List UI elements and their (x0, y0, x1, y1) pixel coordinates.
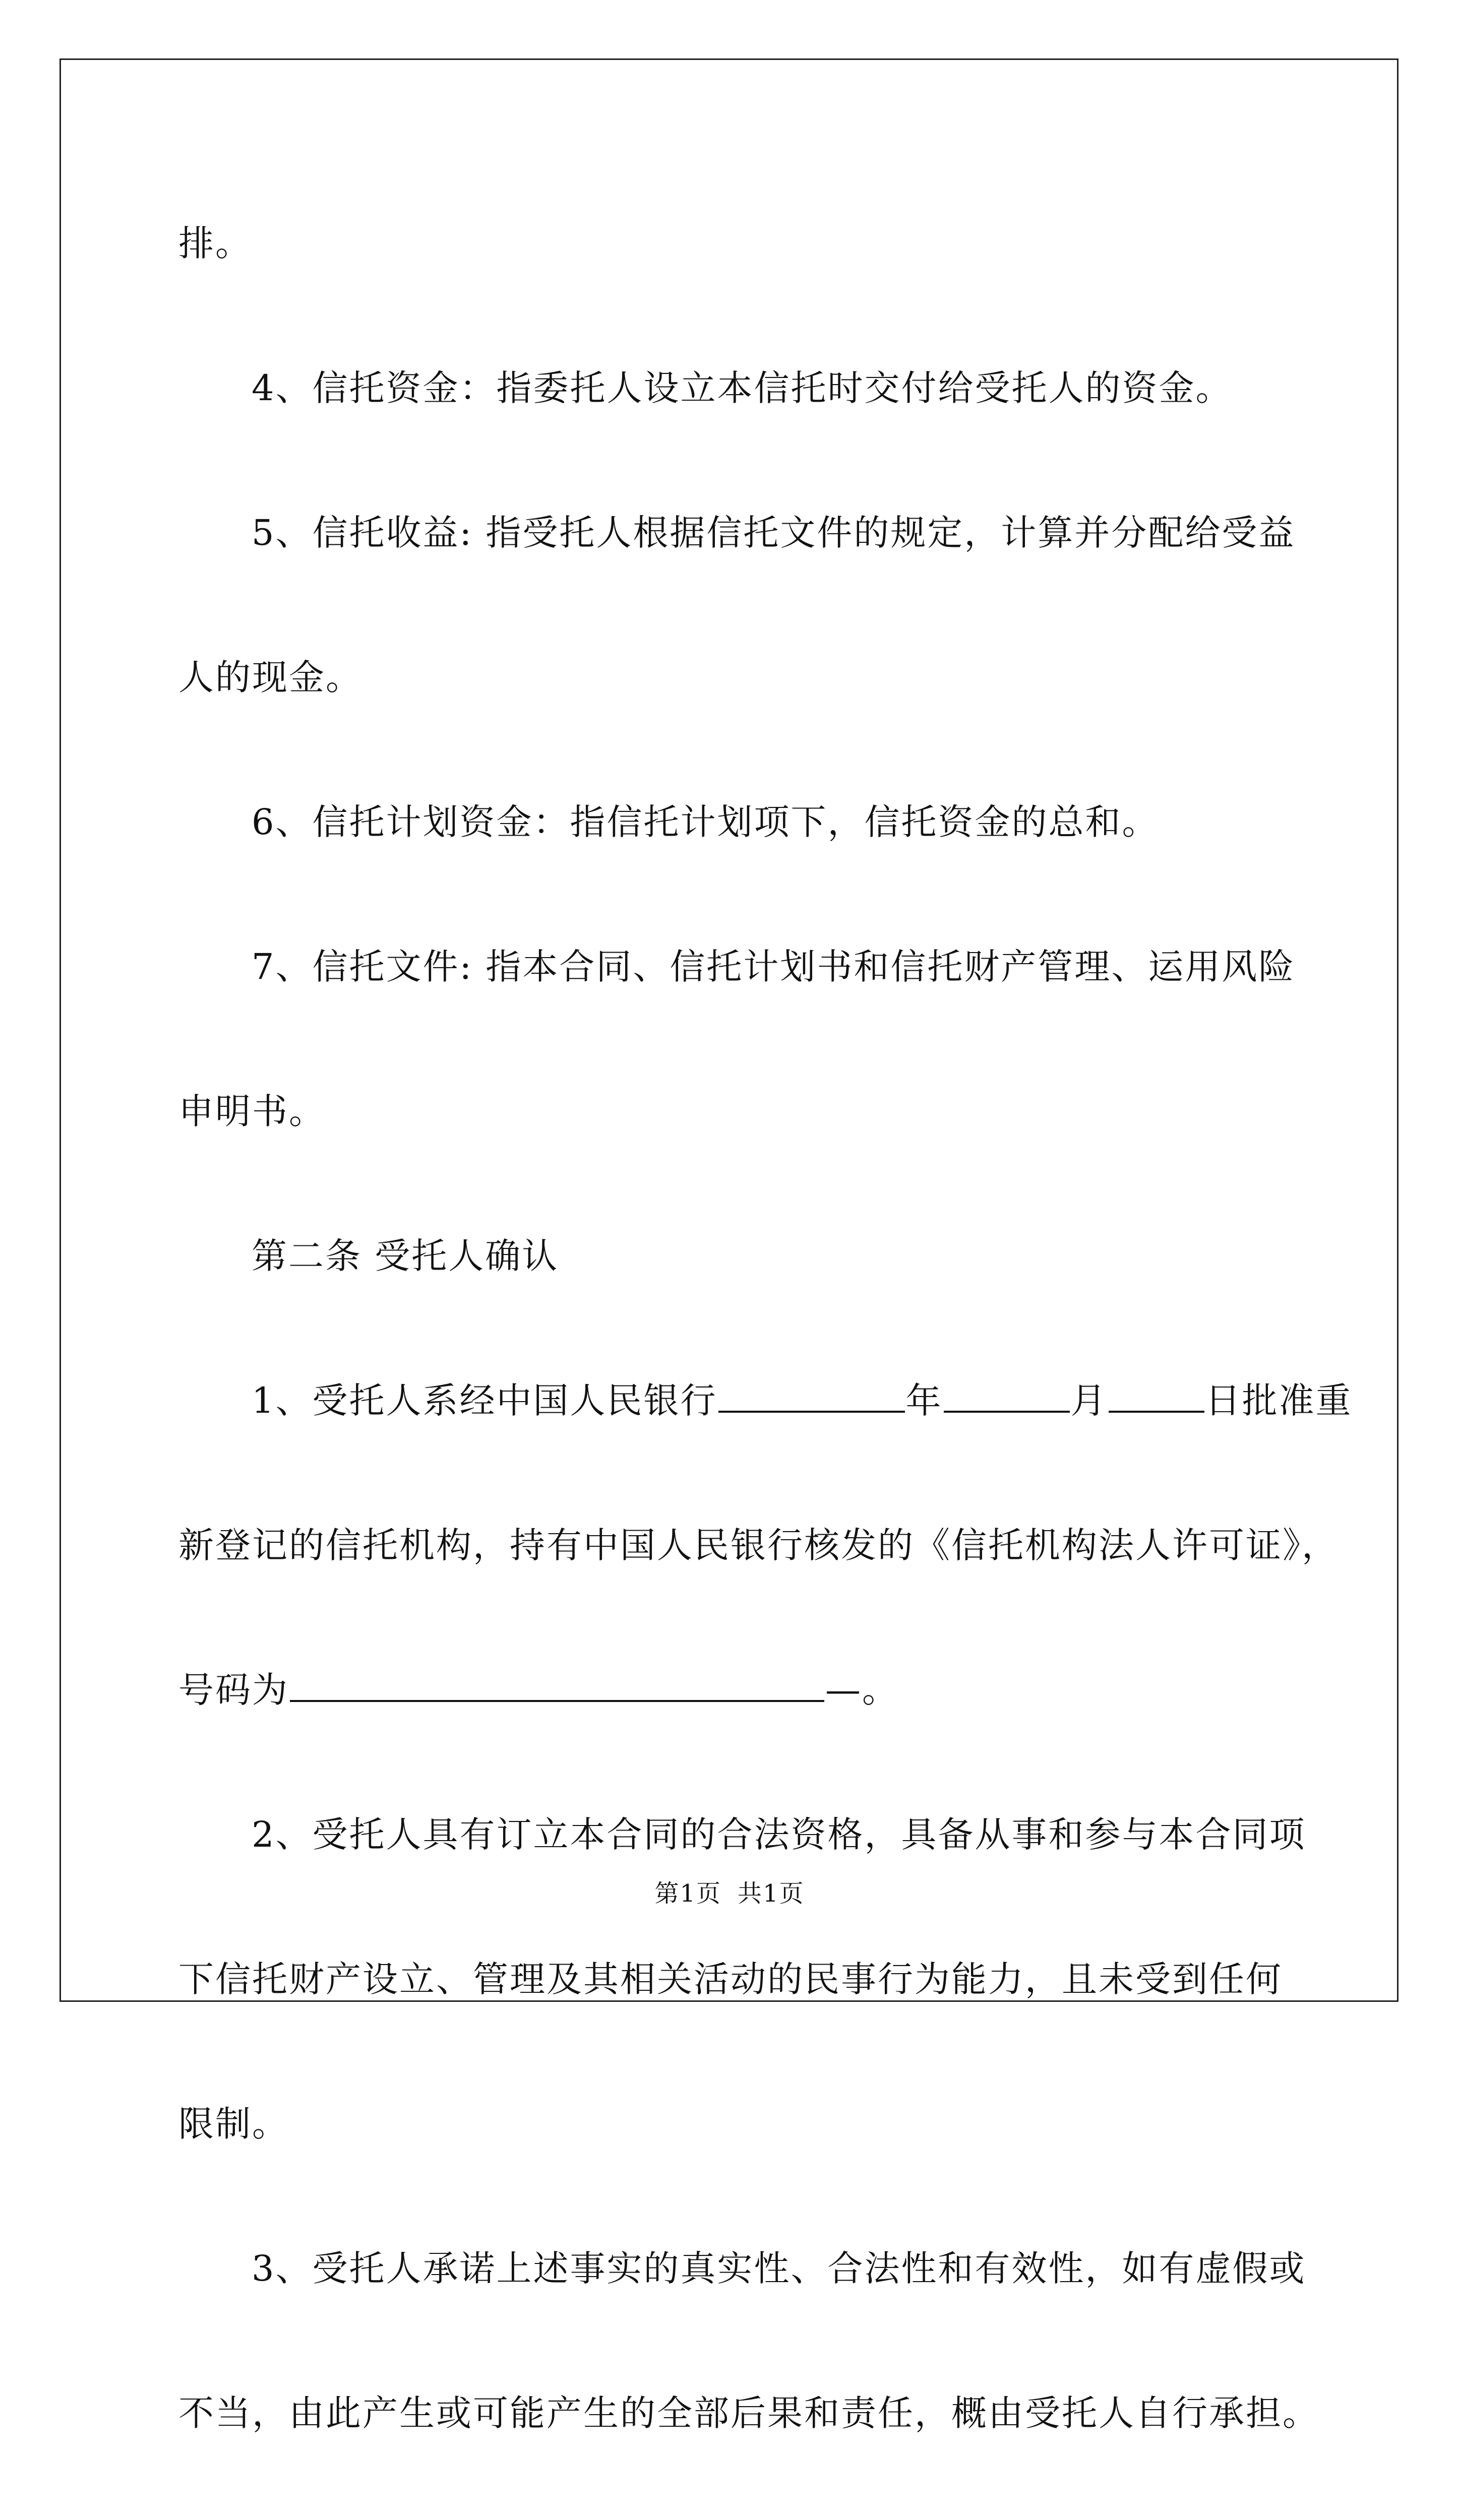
confirm-1-text-a: 1、受托人系经中国人民银行 (252, 1380, 717, 1421)
license-number-blank (290, 1670, 824, 1702)
number-label: 号码为 (178, 1669, 289, 1711)
number-suffix: —。 (825, 1669, 899, 1711)
confirm-1-line3 (178, 1618, 1318, 1762)
day-blank (1109, 1380, 1204, 1413)
article-3-heading (178, 2486, 1318, 2520)
paragraph-line: 申明书。 (178, 1091, 326, 1132)
confirm-1-line1 (178, 1329, 1353, 1473)
year-label: 年 (905, 1380, 943, 1421)
month-blank (944, 1380, 1070, 1413)
month-label: 月 (1070, 1380, 1108, 1421)
paragraph-line: 不当，由此产生或可能产生的全部后果和责任，概由受托人自行承担。 (178, 2392, 1319, 2434)
article-2-heading: 第二条 受托人确认 (252, 1235, 559, 1277)
page-number: 第1页 (654, 1879, 721, 1908)
paragraph-line: 5、信托收益: 指受托人根据信托文件的规定，计算并分配给受益 (252, 512, 1296, 553)
document-body (178, 171, 1353, 2520)
paragraph-line: 限制。 (178, 2103, 289, 2145)
paragraph-line: 2、受托人具有订立本合同的合法资格，具备从事和参与本合同项 (252, 1814, 1306, 1855)
page-footer (0, 1874, 1459, 1909)
paragraph-line: 排。 (178, 223, 252, 264)
paragraph-line: 7、信托文件: 指本合同、信托计划书和信托财产管理、运用风险 (252, 946, 1296, 987)
year-blank (718, 1380, 905, 1413)
paragraph-line: 3、受托人承诺上述事实的真实性、合法性和有效性，如有虚假或 (252, 2248, 1306, 2289)
paragraph-line: 6、信托计划资金：指信托计划项下，信托资金的总和。 (252, 801, 1159, 843)
confirm-1-line2: 新登记的信托机构，持有中国人民银行核发的《信托机构法人许可证》， (178, 1525, 1339, 1566)
confirm-1-text-b: 日批准重 (1205, 1380, 1353, 1421)
paragraph-line: 4、信托资金：指委托人设立本信托时交付给受托人的资金。 (252, 367, 1233, 409)
page-total: 共1页 (738, 1879, 805, 1908)
paragraph-line: 下信托财产设立、管理及其相关活动的民事行为能力，且未受到任何 (178, 1959, 1283, 2000)
paragraph-line: 人的现金。 (178, 657, 362, 698)
